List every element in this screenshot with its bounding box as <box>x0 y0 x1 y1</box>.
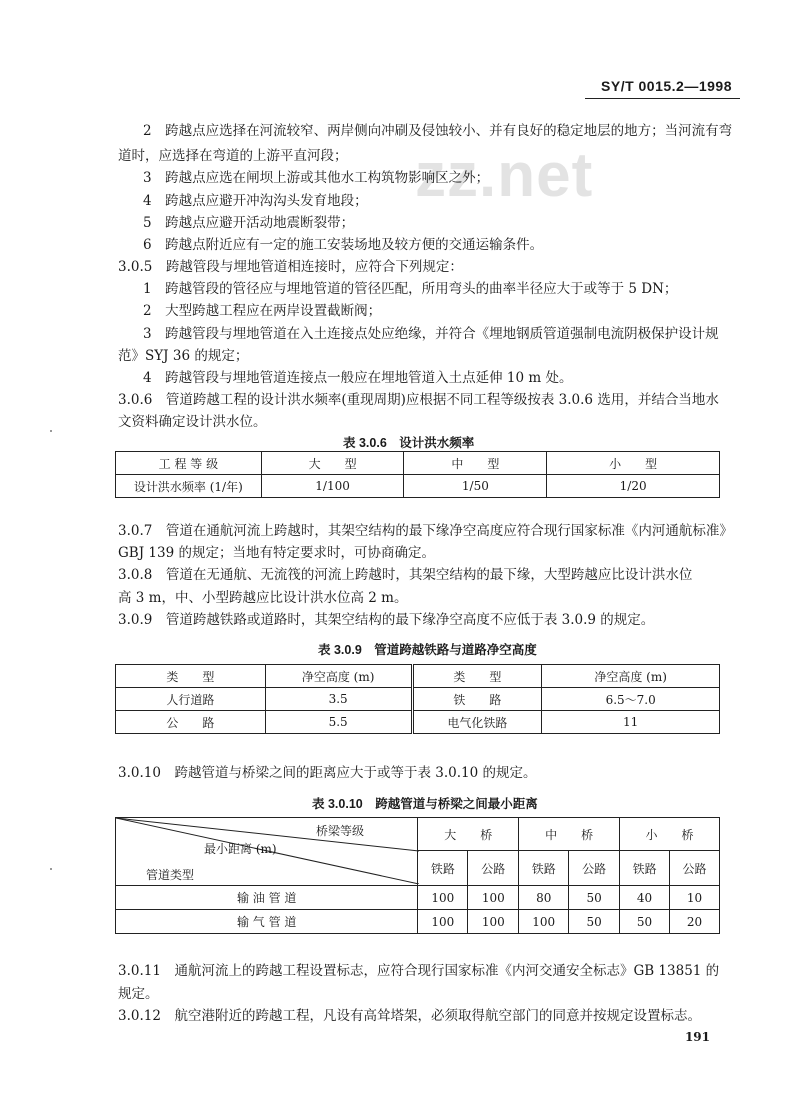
clause-heading: 3.0.7 管道在通航河流上跨越时，其架空结构的最下缘净空高度应符合现行国家标准《内河通航标准》 <box>118 523 733 539</box>
table-header-cell: 工 程 等 级 <box>116 452 262 475</box>
subheader-cell: 铁路 <box>620 851 670 886</box>
table-header-cell: 类 型 <box>412 665 542 688</box>
table-cell: 设计洪水频率 (1/年) <box>116 475 262 498</box>
table-cell: 20 <box>670 910 720 934</box>
table-cell: 100 <box>468 886 519 910</box>
table-cell: 40 <box>620 886 670 910</box>
header-rule <box>585 98 740 99</box>
table-cell: 100 <box>519 910 569 934</box>
table-cell: 公 路 <box>116 711 266 734</box>
table-cell: 80 <box>519 886 569 910</box>
para-line: 范》SYJ 36 的规定； <box>118 348 249 364</box>
table-cell: 电气化铁路 <box>412 711 542 734</box>
clause-heading: 3.0.10 跨越管道与桥梁之间的距离应大于或等于表 3.0.10 的规定。 <box>118 765 537 781</box>
para-line: 6 跨越点附近应有一定的施工安装场地及较方便的交通运输条件。 <box>143 237 544 253</box>
table-header-cell: 净空高度 (m) <box>542 665 720 688</box>
row-label-cell: 输 油 管 道 <box>116 886 418 910</box>
table-cell: 1/100 <box>261 475 404 498</box>
subheader-cell: 公路 <box>468 851 519 886</box>
clause-heading: 3.0.9 管道跨越铁路或道路时，其架空结构的最下缘净空高度不应低于表 3.0.9 的规定。 <box>118 612 655 628</box>
para-line: 3 跨越点应选在闸坝上游或其他水工构筑物影响区之外； <box>143 170 490 186</box>
table-header-cell: 中 型 <box>404 452 547 475</box>
table-cell: 100 <box>468 910 519 934</box>
clause-heading: 3.0.6 管道跨越工程的设计洪水频率(重现周期)应根据不同工程等级按表 3.0.6 选用，并结合当地水 <box>118 392 719 408</box>
flood-frequency-table <box>115 451 720 498</box>
subheader-cell: 公路 <box>670 851 720 886</box>
standard-code: SY/T 0015.2—1998 <box>601 78 732 94</box>
group-header-cell: 大 桥 <box>418 818 519 851</box>
table-cell: 50 <box>569 886 620 910</box>
table-title: 表 3.0.9 管道跨越铁路与道路净空高度 <box>318 643 537 657</box>
para-line: 5 跨越点应避开活动地震断裂带； <box>143 215 355 231</box>
clause-heading: 3.0.11 通航河流上的跨越工程设置标志，应符合现行国家标准《内河交通安全标志》GB 13851 的 <box>118 963 720 979</box>
group-header-cell: 小 桥 <box>620 818 720 851</box>
scan-dot <box>50 430 52 432</box>
table-cell: 50 <box>620 910 670 934</box>
scan-dot <box>50 868 52 870</box>
para-line: 4 跨越点应避开冲沟沟头发育地段； <box>143 193 368 209</box>
row-label-cell: 输 气 管 道 <box>116 910 418 934</box>
para-line: 文资料确定设计洪水位。 <box>118 414 267 430</box>
clause-heading: 3.0.12 航空港附近的跨越工程，凡设有高耸塔架，必须取得航空部门的同意并按规定设置标志。 <box>118 1008 701 1024</box>
para-line: 2 跨越点应选择在河流较窄、两岸侧向冲刷及侵蚀较小、并有良好的稳定地层的地方；当河流有弯 <box>143 123 733 139</box>
table-cell: 100 <box>418 910 468 934</box>
clearance-height-table <box>115 664 720 734</box>
table-header-cell: 小 型 <box>547 452 720 475</box>
para-line: 1 跨越管段的管径应与埋地管道的管径匹配，所用弯头的曲率半径应大于或等于 5 DN； <box>143 281 678 297</box>
table-header-cell: 大 型 <box>261 452 404 475</box>
group-header-cell: 中 桥 <box>519 818 620 851</box>
table-cell: 11 <box>542 711 720 734</box>
para-line: 4 跨越管段与埋地管道连接点一般应在埋地管道入土点延伸 10 m 处。 <box>143 370 573 386</box>
page-number: 191 <box>684 1030 710 1044</box>
para-line: GBJ 139 的规定；当地有特定要求时，可协商确定。 <box>118 545 435 561</box>
table-title: 表 3.0.10 跨越管道与桥梁之间最小距离 <box>312 797 538 811</box>
para-line: 2 大型跨越工程应在两岸设置截断阀； <box>143 303 382 319</box>
watermark: zz.net <box>415 141 594 210</box>
clause-heading: 3.0.8 管道在无通航、无流筏的河流上跨越时，其架空结构的最下缘，大型跨越应比设计洪水位 <box>118 567 693 583</box>
table-cell: 100 <box>418 886 468 910</box>
table-cell: 1/50 <box>404 475 547 498</box>
para-line: 规定。 <box>118 986 159 1002</box>
table-cell: 50 <box>569 910 620 934</box>
para-line: 3 跨越管段与埋地管道在入土连接点处应绝缘，并符合《埋地钢质管道强制电流阴极保护设计规 <box>143 326 719 342</box>
bridge-distance-table <box>115 817 720 934</box>
table-header-cell: 净空高度 (m) <box>265 665 412 688</box>
table-cell: 3.5 <box>265 688 412 711</box>
table-header-cell: 类 型 <box>116 665 266 688</box>
clause-heading: 3.0.5 跨越管段与埋地管道相连接时，应符合下列规定： <box>118 259 463 275</box>
corner-label-min-distance: 最小距离 (m) <box>204 842 277 856</box>
diagonal-header-cell <box>116 818 418 886</box>
para-line: 道时，应选择在弯道的上游平直河段； <box>118 148 348 164</box>
table-title: 表 3.0.6 设计洪水频率 <box>343 436 475 450</box>
corner-label-pipeline-type: 管道类型 <box>146 868 195 882</box>
subheader-cell: 铁路 <box>418 851 468 886</box>
table-cell: 1/20 <box>547 475 720 498</box>
para-line: 高 3 m，中、小型跨越应比设计洪水位高 2 m。 <box>118 590 408 606</box>
subheader-cell: 铁路 <box>519 851 569 886</box>
table-cell: 铁 路 <box>412 688 542 711</box>
corner-label-bridge-grade: 桥梁等级 <box>316 824 365 838</box>
table-cell: 6.5～7.0 <box>542 688 720 711</box>
table-cell: 10 <box>670 886 720 910</box>
subheader-cell: 公路 <box>569 851 620 886</box>
table-cell: 5.5 <box>265 711 412 734</box>
table-cell: 人行道路 <box>116 688 266 711</box>
